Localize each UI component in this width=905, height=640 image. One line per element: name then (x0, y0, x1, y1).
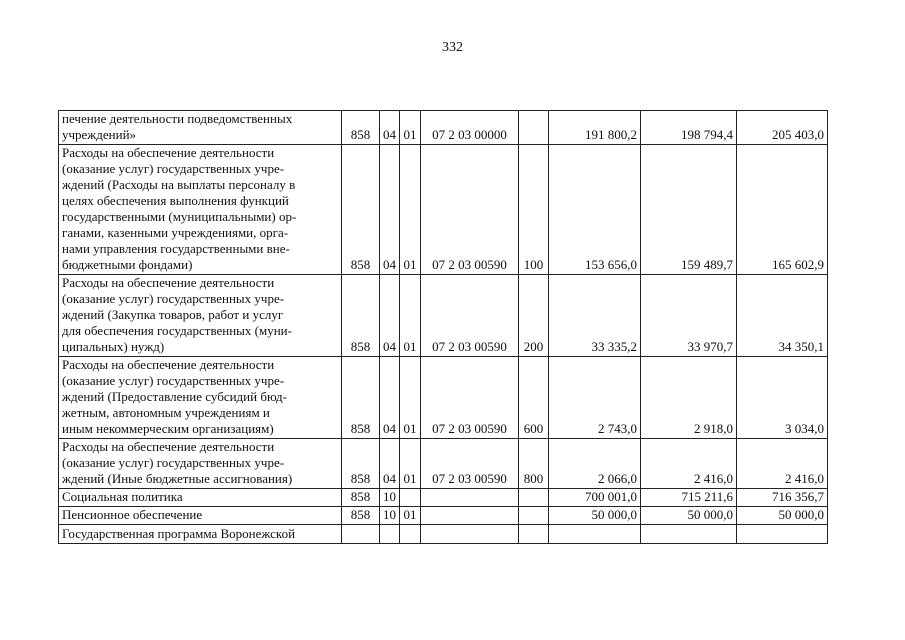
row-name-line: бюджетными фондами) (62, 257, 193, 272)
table-row (59, 145, 828, 275)
row-name-line: иным некоммерческим организациям) (62, 421, 274, 436)
amount-year-2: 715 211,6 (641, 489, 737, 507)
code-pr: 01 (400, 507, 421, 525)
code-rz: 04 (380, 357, 400, 439)
row-name-line: Социальная политика (62, 489, 183, 504)
row-name-line: (оказание услуг) государственных учре- (62, 161, 285, 176)
amount-year-1: 33 335,2 (549, 275, 641, 357)
code-vr: 200 (519, 275, 549, 357)
code-rz (380, 525, 400, 544)
amount-year-2: 50 000,0 (641, 507, 737, 525)
amount-year-2: 33 970,7 (641, 275, 737, 357)
code-ved: 858 (342, 507, 380, 525)
row-name-line: ждений (Предоставление субсидий бюд- (62, 389, 287, 404)
row-name (59, 439, 342, 489)
code-ved: 858 (342, 357, 380, 439)
table-row (59, 525, 828, 544)
amount-year-3: 3 034,0 (737, 357, 828, 439)
amount-year-3: 34 350,1 (737, 275, 828, 357)
table-row (59, 439, 828, 489)
code-rz: 04 (380, 275, 400, 357)
row-name-line: нами управления государственными вне- (62, 241, 290, 256)
row-name-line: Расходы на обеспечение деятельности (62, 145, 275, 160)
code-rz: 10 (380, 489, 400, 507)
row-name-line: Расходы на обеспечение деятельности (62, 439, 275, 454)
row-name-line: Государственная программа Воронежской (62, 526, 296, 541)
code-csr (421, 507, 519, 525)
amount-year-1: 2 066,0 (549, 439, 641, 489)
code-pr: 01 (400, 357, 421, 439)
row-name (59, 275, 342, 357)
amount-year-3 (737, 525, 828, 544)
code-vr: 600 (519, 357, 549, 439)
table-row (59, 507, 828, 525)
row-name (59, 525, 342, 544)
row-name (59, 357, 342, 439)
amount-year-2: 2 416,0 (641, 439, 737, 489)
amount-year-3: 165 602,9 (737, 145, 828, 275)
budget-table (58, 110, 828, 544)
code-ved: 858 (342, 439, 380, 489)
code-rz: 04 (380, 439, 400, 489)
row-name-line: Расходы на обеспечение деятельности (62, 357, 275, 372)
row-name-line: учреждений» (62, 127, 137, 142)
table-row (59, 275, 828, 357)
table-row (59, 357, 828, 439)
code-pr: 01 (400, 145, 421, 275)
amount-year-1 (549, 525, 641, 544)
code-csr: 07 2 03 00590 (421, 357, 519, 439)
code-vr: 100 (519, 145, 549, 275)
code-ved: 858 (342, 489, 380, 507)
page-number: 332 (442, 40, 463, 55)
row-name-line: Пенсионное обеспечение (62, 507, 203, 522)
code-csr: 07 2 03 00000 (421, 111, 519, 145)
amount-year-2: 159 489,7 (641, 145, 737, 275)
row-name-line: (оказание услуг) государственных учре- (62, 373, 285, 388)
row-name (59, 489, 342, 507)
code-csr: 07 2 03 00590 (421, 275, 519, 357)
amount-year-2 (641, 525, 737, 544)
row-name-line: ждений (Иные бюджетные ассигнования) (62, 471, 293, 486)
code-vr (519, 507, 549, 525)
code-vr (519, 525, 549, 544)
amount-year-3: 205 403,0 (737, 111, 828, 145)
amount-year-2: 2 918,0 (641, 357, 737, 439)
code-rz: 04 (380, 145, 400, 275)
amount-year-3: 716 356,7 (737, 489, 828, 507)
row-name-line: ждений (Закупка товаров, работ и услуг (62, 307, 284, 322)
code-ved: 858 (342, 145, 380, 275)
code-pr: 01 (400, 275, 421, 357)
amount-year-3: 50 000,0 (737, 507, 828, 525)
amount-year-2: 198 794,4 (641, 111, 737, 145)
row-name (59, 145, 342, 275)
row-name-line: ципальных) нужд) (62, 339, 165, 354)
code-ved (342, 525, 380, 544)
amount-year-1: 191 800,2 (549, 111, 641, 145)
code-pr: 01 (400, 439, 421, 489)
row-name-line: целях обеспечения выполнения функций (62, 193, 289, 208)
row-name-line: жетным, автономным учреждениям и (62, 405, 270, 420)
code-csr (421, 525, 519, 544)
code-pr (400, 525, 421, 544)
row-name-line: для обеспечения государственных (муни- (62, 323, 292, 338)
code-ved: 858 (342, 275, 380, 357)
amount-year-1: 2 743,0 (549, 357, 641, 439)
code-csr (421, 489, 519, 507)
row-name-line: (оказание услуг) государственных учре- (62, 291, 285, 306)
amount-year-1: 700 001,0 (549, 489, 641, 507)
code-pr (400, 489, 421, 507)
row-name-line: печение деятельности подведомственных (62, 111, 293, 126)
code-rz: 04 (380, 111, 400, 145)
amount-year-1: 50 000,0 (549, 507, 641, 525)
row-name-line: Расходы на обеспечение деятельности (62, 275, 275, 290)
code-vr (519, 111, 549, 145)
amount-year-3: 2 416,0 (737, 439, 828, 489)
code-csr: 07 2 03 00590 (421, 439, 519, 489)
table-row (59, 489, 828, 507)
code-rz: 10 (380, 507, 400, 525)
row-name-line: ганами, казенными учреждениями, орга- (62, 225, 289, 240)
row-name-line: государственными (муниципальными) ор- (62, 209, 297, 224)
code-vr (519, 489, 549, 507)
row-name-line: (оказание услуг) государственных учре- (62, 455, 285, 470)
table-row (59, 111, 828, 145)
row-name-line: ждений (Расходы на выплаты персоналу в (62, 177, 296, 192)
code-csr: 07 2 03 00590 (421, 145, 519, 275)
amount-year-1: 153 656,0 (549, 145, 641, 275)
code-ved: 858 (342, 111, 380, 145)
code-vr: 800 (519, 439, 549, 489)
code-pr: 01 (400, 111, 421, 145)
row-name (59, 507, 342, 525)
row-name (59, 111, 342, 145)
